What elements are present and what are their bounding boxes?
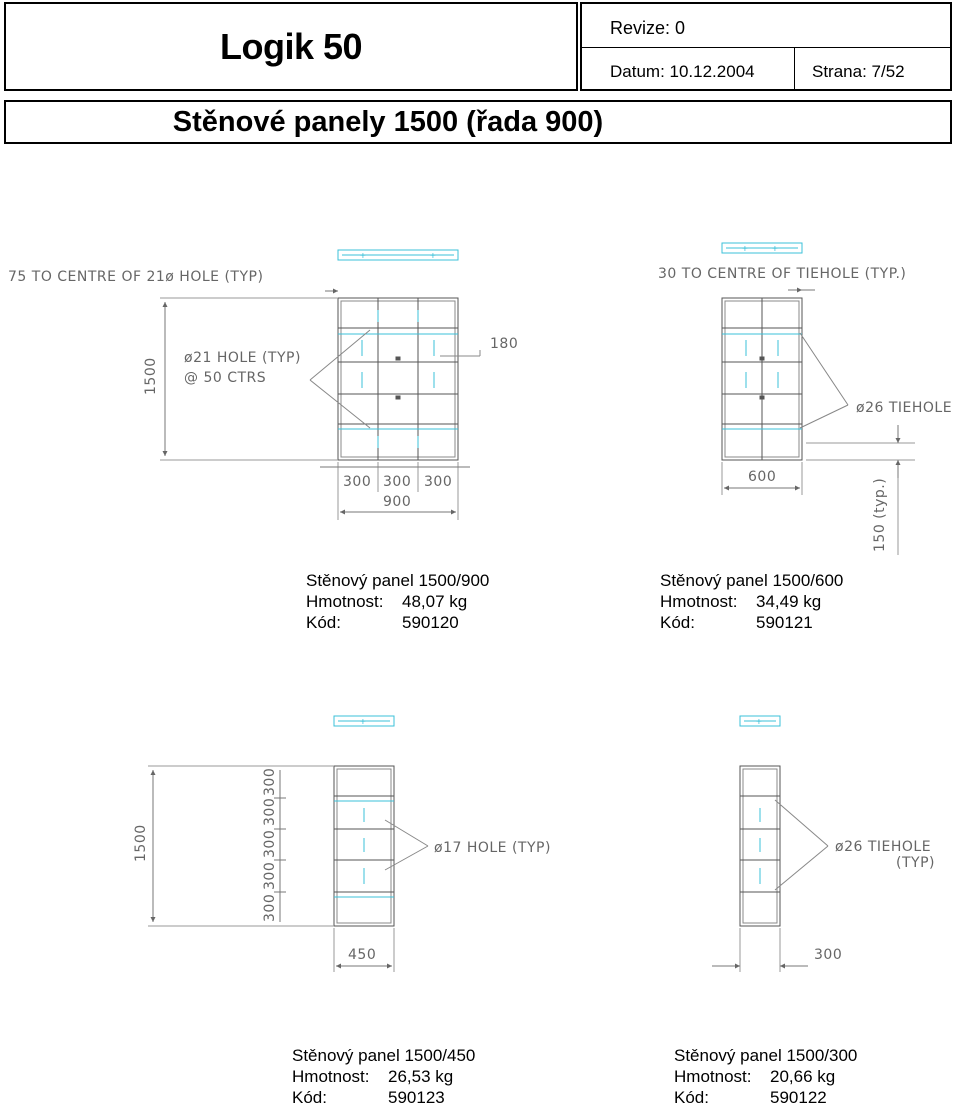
dim-seg-3-900: 300 bbox=[424, 474, 453, 490]
drawing-panel-450 bbox=[148, 716, 428, 972]
weight-label: Hmotnost: bbox=[306, 592, 384, 611]
panel-name: Stěnový panel 1500/900 bbox=[306, 571, 490, 590]
code-label: Kód: bbox=[660, 613, 695, 632]
code-value: 590121 bbox=[756, 613, 813, 632]
note-centre-hole-900: 75 TO CENTRE OF 21ø HOLE (TYP) bbox=[8, 269, 264, 285]
svg-text:+: + bbox=[360, 717, 366, 728]
weight-value: 26,53 kg bbox=[388, 1067, 454, 1086]
dim-stack-4-450: 300 bbox=[262, 797, 278, 826]
svg-text:+: + bbox=[430, 251, 436, 262]
dim-stack-3-450: 300 bbox=[262, 829, 278, 858]
panel-name: Stěnový panel 1500/450 bbox=[292, 1046, 476, 1065]
dim-typ-600: 150 (typ.) bbox=[872, 477, 888, 552]
weight-value: 20,66 kg bbox=[770, 1067, 836, 1086]
weight-label: Hmotnost: bbox=[660, 592, 738, 611]
dim-stack-2-450: 300 bbox=[262, 861, 278, 890]
weight-label: Hmotnost: bbox=[292, 1067, 370, 1086]
page-title: Stěnové panely 1500 (řada 900) bbox=[172, 105, 604, 138]
dim-width-600: 600 bbox=[748, 469, 777, 485]
note-hole-450: ø17 HOLE (TYP) bbox=[434, 840, 551, 856]
panel-name: Stěnový panel 1500/300 bbox=[674, 1046, 858, 1065]
note-tiehole-typ-300: (TYP) bbox=[896, 855, 935, 871]
code-value: 590123 bbox=[388, 1088, 445, 1107]
note-hole-900: ø21 HOLE (TYP) bbox=[184, 350, 301, 366]
code-value: 590122 bbox=[770, 1088, 827, 1107]
drawing-panel-300 bbox=[712, 716, 828, 972]
dim-top-900: 180 bbox=[490, 336, 519, 352]
panel-name: Stěnový panel 1500/600 bbox=[660, 571, 844, 590]
svg-text:+: + bbox=[742, 244, 748, 255]
caption-panel-300 bbox=[674, 1045, 857, 1108]
caption-panel-600 bbox=[660, 570, 843, 633]
code-label: Kód: bbox=[292, 1088, 327, 1107]
note-tiehole-300: ø26 TIEHOLE bbox=[835, 839, 932, 855]
page-number: Strana: 7/52 bbox=[812, 62, 905, 81]
caption-panel-450 bbox=[292, 1045, 475, 1108]
date: Datum: 10.12.2004 bbox=[610, 62, 755, 81]
dim-height-900: 1500 bbox=[143, 357, 159, 395]
dim-width-300: 300 bbox=[814, 947, 843, 963]
code-label: Kód: bbox=[306, 613, 341, 632]
weight-value: 48,07 kg bbox=[402, 592, 468, 611]
code-label: Kód: bbox=[674, 1088, 709, 1107]
caption-panel-900 bbox=[306, 570, 489, 633]
dim-height-450: 1500 bbox=[133, 824, 149, 862]
svg-text:+: + bbox=[772, 244, 778, 255]
revision: Revize: 0 bbox=[610, 18, 686, 38]
dim-width-450: 450 bbox=[348, 947, 377, 963]
dim-seg-2-900: 300 bbox=[383, 474, 412, 490]
dim-stack-1-450: 300 bbox=[262, 893, 278, 922]
dim-width-900: 900 bbox=[383, 494, 412, 510]
svg-text:+: + bbox=[756, 717, 762, 728]
note-hole-spacing-900: @ 50 CTRS bbox=[184, 370, 267, 386]
logo: Logik 50 bbox=[219, 25, 363, 67]
weight-label: Hmotnost: bbox=[674, 1067, 752, 1086]
dim-stack-5-450: 300 bbox=[262, 767, 278, 796]
note-tiehole-600: ø26 TIEHOLE bbox=[856, 400, 953, 416]
svg-text:+: + bbox=[360, 251, 366, 262]
weight-value: 34,49 kg bbox=[756, 592, 822, 611]
dim-seg-1-900: 300 bbox=[343, 474, 372, 490]
note-centre-tiehole-600: 30 TO CENTRE OF TIEHOLE (TYP.) bbox=[658, 266, 907, 282]
code-value: 590120 bbox=[402, 613, 459, 632]
